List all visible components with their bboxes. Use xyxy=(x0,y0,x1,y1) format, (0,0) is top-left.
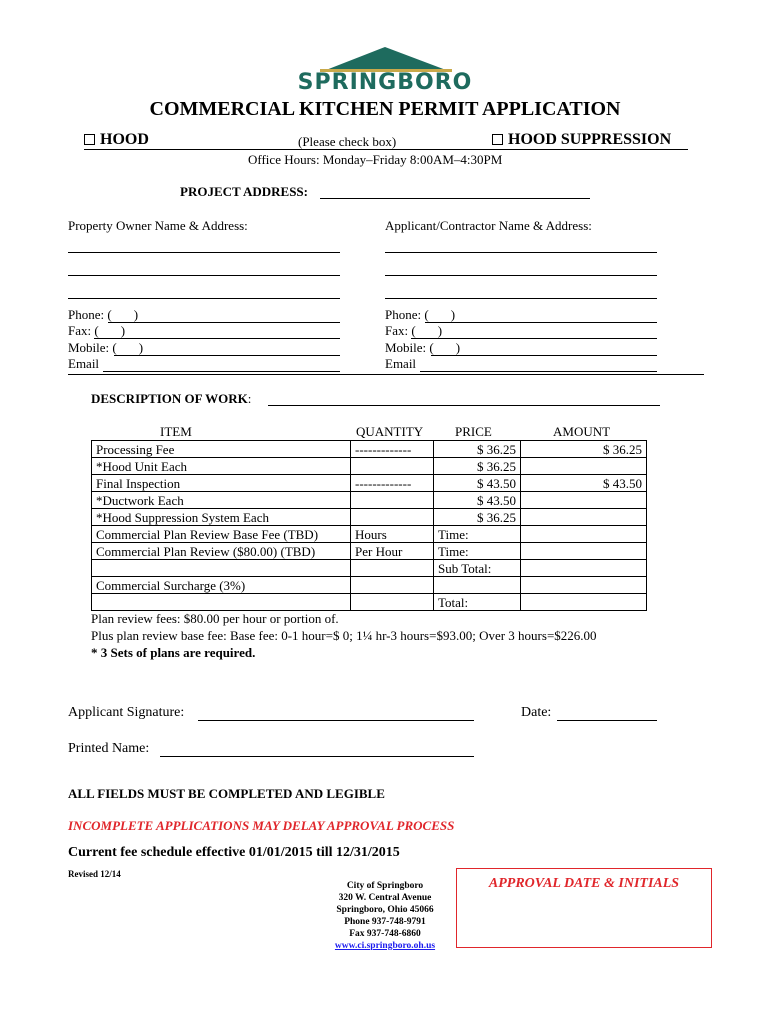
price-cell xyxy=(434,577,521,594)
quantity-cell[interactable] xyxy=(351,509,434,526)
quantity-cell[interactable] xyxy=(351,560,434,577)
hood-option[interactable] xyxy=(84,131,149,149)
base-fee-note: Plus plan review base fee: Base fee: 0-1 hour=$ 0; 1¼ hr-3 hours=$93.00; Over 3 hours=$226.00 xyxy=(91,628,597,643)
description-label: DESCRIPTION OF WORK xyxy=(91,391,248,406)
owner-address-line[interactable] xyxy=(68,252,340,253)
signature-field[interactable] xyxy=(198,720,474,721)
owner-address-line[interactable] xyxy=(68,275,340,276)
revised-date: Revised 12/14 xyxy=(68,869,121,879)
item-cell: *Hood Unit Each xyxy=(92,458,351,475)
quantity-cell[interactable]: Per Hour xyxy=(351,543,434,560)
item-cell: *Hood Suppression System Each xyxy=(92,509,351,526)
price-cell: $ 43.50 xyxy=(434,492,521,509)
mobile-label: Mobile: xyxy=(385,340,427,355)
incomplete-warning: INCOMPLETE APPLICATIONS MAY DELAY APPROVAL PROCESS xyxy=(68,818,455,833)
amount-cell[interactable] xyxy=(521,458,647,475)
signature-label: Applicant Signature: xyxy=(68,705,185,720)
table-row xyxy=(92,594,647,611)
printed-name-label: Printed Name: xyxy=(68,741,150,756)
price-cell: Time: xyxy=(434,526,521,543)
applicant-address-line[interactable] xyxy=(385,252,657,253)
check-note: (Please check box) xyxy=(298,134,397,149)
hood-label: HOOD xyxy=(100,131,149,148)
item-cell: *Ductwork Each xyxy=(92,492,351,509)
owner-mobile[interactable]: Mobile: ( ) xyxy=(68,340,144,355)
table-row xyxy=(92,441,647,458)
price-cell: $ 36.25 xyxy=(434,441,521,458)
item-cell: Commercial Surcharge (3%) xyxy=(92,577,351,594)
table-row xyxy=(92,577,647,594)
table-row xyxy=(92,458,647,475)
applicant-mobile[interactable]: Mobile: ( ) xyxy=(385,340,461,355)
quantity-cell[interactable]: ------------- xyxy=(351,441,434,458)
plan-review-note: Plan review fees: $80.00 per hour or portion of. xyxy=(91,611,339,626)
applicant-label: Applicant/Contractor Name & Address: xyxy=(385,218,592,233)
city-phone: Phone 937-748-9791 xyxy=(344,917,426,927)
date-label: Date: xyxy=(521,705,552,720)
owner-email[interactable] xyxy=(68,356,99,372)
amount-cell[interactable] xyxy=(521,543,647,560)
printed-name-field[interactable] xyxy=(160,756,474,757)
quantity-cell[interactable] xyxy=(351,458,434,475)
table-row xyxy=(92,560,647,577)
email-label: Email xyxy=(385,356,417,371)
approval-label: APPROVAL DATE & INITIALS xyxy=(488,876,680,891)
owner-label: Property Owner Name & Address: xyxy=(68,218,248,233)
quantity-cell[interactable] xyxy=(351,577,434,594)
owner-address-line[interactable] xyxy=(68,298,340,299)
description-field[interactable] xyxy=(268,405,660,406)
plan-sets-note: * 3 Sets of plans are required. xyxy=(91,645,256,660)
description-of-work: DESCRIPTION OF WORK: xyxy=(91,391,252,406)
table-row xyxy=(92,492,647,509)
table-row xyxy=(92,475,647,492)
section-divider xyxy=(68,374,704,375)
applicant-phone[interactable]: Phone: ( ) xyxy=(385,307,456,322)
amount-cell[interactable] xyxy=(521,492,647,509)
owner-fax[interactable]: Fax: ( ) xyxy=(68,323,126,338)
mobile-label: Mobile: xyxy=(68,340,110,355)
phone-label: Phone: xyxy=(68,307,105,322)
quantity-cell[interactable]: Hours xyxy=(351,526,434,543)
applicant-fax[interactable]: Fax: ( ) xyxy=(385,323,443,338)
item-cell xyxy=(92,594,351,611)
item-cell xyxy=(92,560,351,577)
approval-box[interactable] xyxy=(456,868,712,948)
table-row xyxy=(92,543,647,560)
price-cell: Sub Total: xyxy=(434,560,521,577)
price-cell: $ 43.50 xyxy=(434,475,521,492)
hood-suppression-label: HOOD SUPPRESSION xyxy=(508,131,672,148)
quantity-cell[interactable] xyxy=(351,594,434,611)
city-fax: Fax 937-748-6860 xyxy=(349,929,421,939)
table-row xyxy=(92,509,647,526)
logo-text: SPRINGBORO xyxy=(297,70,473,95)
quantity-cell[interactable] xyxy=(351,492,434,509)
amount-cell[interactable] xyxy=(521,509,647,526)
amount-cell[interactable] xyxy=(521,577,647,594)
phone-label: Phone: xyxy=(385,307,422,322)
amount-cell[interactable] xyxy=(521,526,647,543)
item-cell: Commercial Plan Review Base Fee (TBD) xyxy=(92,526,351,543)
fax-label: Fax: xyxy=(68,323,92,338)
fax-label: Fax: xyxy=(385,323,409,338)
logo xyxy=(296,44,474,96)
city-address xyxy=(300,880,470,952)
amount-cell[interactable]: $ 43.50 xyxy=(521,475,647,492)
price-cell: $ 36.25 xyxy=(434,458,521,475)
price-cell: Total: xyxy=(434,594,521,611)
amount-cell[interactable]: $ 36.25 xyxy=(521,441,647,458)
owner-phone[interactable]: Phone: ( ) xyxy=(68,307,139,322)
header-item: ITEM xyxy=(160,424,192,439)
hood-checkbox[interactable] xyxy=(84,134,95,145)
table-row xyxy=(92,526,647,543)
applicant-email[interactable] xyxy=(385,356,416,372)
fee-schedule-note: Current fee schedule effective 01/01/2015 till 12/31/2015 xyxy=(68,845,400,860)
city-name: City of Springboro xyxy=(346,881,424,891)
item-cell: Commercial Plan Review ($80.00) (TBD) xyxy=(92,543,351,560)
header-amount: AMOUNT xyxy=(553,424,611,439)
all-fields-notice: ALL FIELDS MUST BE COMPLETED AND LEGIBLE xyxy=(68,786,385,801)
amount-cell[interactable] xyxy=(521,560,647,577)
quantity-cell[interactable]: ------------- xyxy=(351,475,434,492)
project-address-label: PROJECT ADDRESS: xyxy=(180,184,308,199)
price-cell: $ 36.25 xyxy=(434,509,521,526)
office-hours: Office Hours: Monday–Friday 8:00AM–4:30PM xyxy=(248,152,503,167)
header-price: PRICE xyxy=(455,424,492,439)
item-cell: Final Inspection xyxy=(92,475,351,492)
item-cell: Processing Fee xyxy=(92,441,351,458)
project-address-field[interactable] xyxy=(320,198,590,199)
header-quantity: QUANTITY xyxy=(356,424,424,439)
applicant-address-line[interactable] xyxy=(385,298,657,299)
hood-suppression-checkbox[interactable] xyxy=(492,134,503,145)
city-website-link[interactable]: www.ci.springboro.oh.us xyxy=(334,941,436,951)
city-street: 320 W. Central Avenue xyxy=(338,893,432,903)
hood-suppression-option[interactable] xyxy=(492,131,671,149)
price-cell: Time: xyxy=(434,543,521,560)
email-label: Email xyxy=(68,356,100,371)
applicant-address-line[interactable] xyxy=(385,275,657,276)
fee-table xyxy=(91,440,647,611)
date-field[interactable] xyxy=(557,720,657,721)
amount-cell[interactable] xyxy=(521,594,647,611)
city-citystate: Springboro, Ohio 45066 xyxy=(336,905,434,915)
page-title: COMMERCIAL KITCHEN PERMIT APPLICATION xyxy=(149,98,621,120)
